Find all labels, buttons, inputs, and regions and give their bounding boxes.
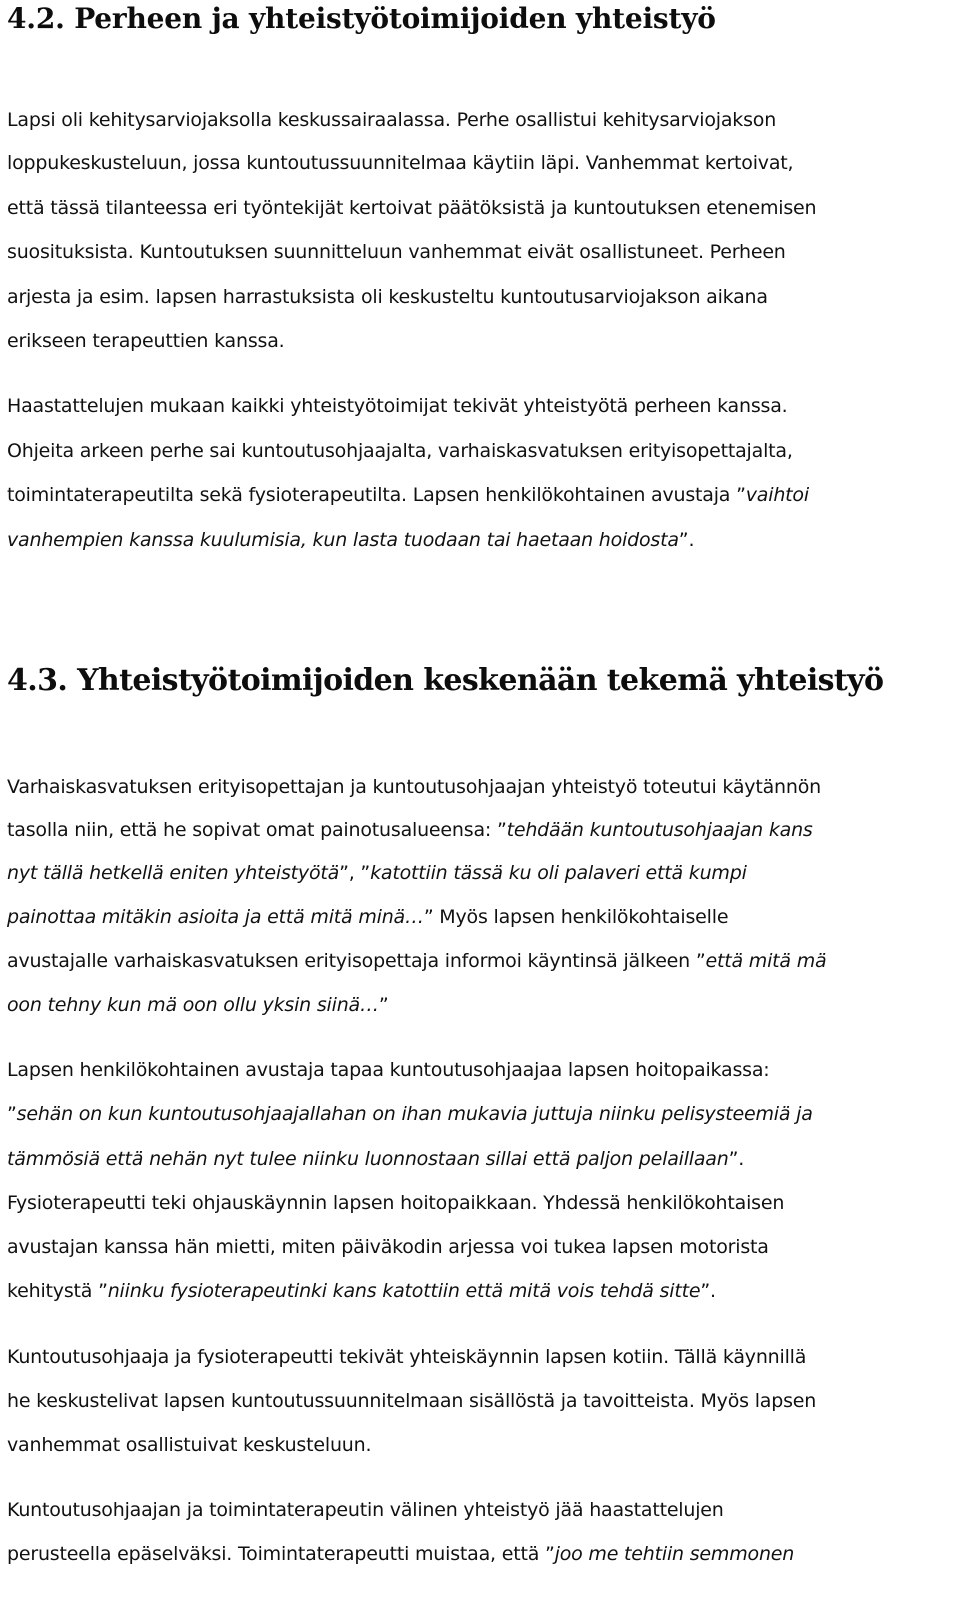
paragraph-line: vanhemmat osallistuivat keskusteluun. [7, 1434, 372, 1456]
quote-mark: ” [339, 862, 349, 884]
quote-mark: ” [695, 950, 706, 972]
quote-mark: ” [423, 906, 434, 928]
text-run: . [688, 529, 695, 551]
text-run: toimintaterapeutilta sekä fysioterapeutilta. Lapsen henkilökohtainen avustaja [7, 484, 737, 506]
paragraph-line: he keskustelivat lapsen kuntoutussuunnitelmaan sisällöstä ja tavoitteista. Myös lapsen [7, 1390, 817, 1412]
paragraph-line [7, 948, 826, 974]
paragraph-line: Kuntoutusohjaajan ja toimintaterapeutin välinen yhteistyö jää haastattelujen [7, 1499, 724, 1521]
text-run: . [738, 1148, 745, 1170]
quote-mark: ” [545, 1543, 555, 1565]
interview-quote: painottaa mitäkin asioita ja että mitä minä… [7, 906, 424, 928]
paragraph-line: loppukeskusteluun, jossa kuntoutussuunnitelmaa käytiin läpi. Vanhemmat kertoivat, [7, 152, 794, 174]
paragraph-line: erikseen terapeuttien kanssa. [7, 330, 285, 352]
quote-mark: ” [7, 1103, 17, 1125]
paragraph-line: että tässä tilanteessa eri työntekijät kertoivat päätöksistä ja kuntoutuksen etenemisen [7, 197, 817, 219]
paragraph-line [7, 1541, 794, 1567]
paragraph-line: Haastattelujen mukaan kaikki yhteistyötoimijat tekivät yhteistyötä perheen kanssa. [7, 395, 788, 417]
paragraph-line [7, 860, 747, 886]
interview-quote: että mitä mä [705, 950, 827, 972]
quote-mark: ” [678, 529, 689, 551]
paragraph-line: Ohjeita arkeen perhe sai kuntoutusohjaajalta, varhaiskasvatuksen erityisopettajalta, [7, 440, 793, 462]
interview-quote: vaihtoi [745, 484, 809, 506]
paragraph-line: Lapsi oli kehitysarviojaksolla keskussairaalassa. Perhe osallistui kehitysarviojakson [7, 109, 777, 131]
text-run: perusteella epäselväksi. Toimintaterapeutti muistaa, että [7, 1543, 545, 1565]
quote-mark: ” [98, 1280, 108, 1302]
paragraph-line: Lapsen henkilökohtainen avustaja tapaa kuntoutusohjaajaa lapsen hoitopaikassa: [7, 1059, 770, 1081]
quote-mark: ” [700, 1280, 710, 1302]
paragraph-line [7, 1146, 744, 1172]
paragraph-line: arjesta ja esim. lapsen harrastuksista oli keskusteltu kuntoutusarviojakson aikana [7, 286, 768, 308]
interview-quote: nyt tällä hetkellä eniten yhteistyötä [7, 862, 340, 884]
interview-quote: tehdään kuntoutusohjaajan kans [506, 819, 813, 841]
paragraph-line [7, 904, 728, 930]
text-run: kehitystä [7, 1280, 99, 1302]
text-run: . [709, 1280, 716, 1302]
interview-quote: tämmösiä että nehän nyt tulee niinku luonnostaan sillai että paljon pelaillaan [7, 1148, 729, 1170]
quote-mark: ” [736, 484, 746, 506]
paragraph-line [7, 992, 388, 1018]
text-run: , [348, 862, 361, 884]
paragraph-line: avustajan kanssa hän mietti, miten päiväkodin arjessa voi tukea lapsen motorista [7, 1236, 769, 1258]
interview-quote: sehän on kun kuntoutusohjaajallahan on ihan mukavia juttuja niinku pelisysteemiä ja [16, 1103, 813, 1125]
section-heading-4-3: 4.3. Yhteistyötoimijoiden keskenään tekemä yhteistyö [7, 663, 884, 698]
section-heading-4-2: 4.2. Perheen ja yhteistyötoimijoiden yhteistyö [7, 2, 716, 35]
quote-mark: ” [728, 1148, 739, 1170]
paragraph-line [7, 1101, 813, 1127]
text-run: avustajalle varhaiskasvatuksen erityisopettaja informoi käyntinsä jälkeen [7, 950, 696, 972]
quote-mark: ” [496, 819, 507, 841]
quote-mark: ” [360, 862, 371, 884]
paragraph-line: Kuntoutusohjaaja ja fysioterapeutti tekivät yhteiskäynnin lapsen kotiin. Tällä käynnillä [7, 1346, 807, 1368]
interview-quote: katottiin tässä ku oli palaveri että kumpi [370, 862, 747, 884]
interview-quote: vanhempien kanssa kuulumisia, kun lasta tuodaan tai haetaan hoidosta [7, 529, 679, 551]
paragraph-line [7, 817, 813, 843]
interview-quote: oon tehny kun mä oon ollu yksin siinä… [7, 994, 379, 1016]
paragraph-line [7, 527, 694, 553]
interview-quote: niinku fysioterapeutinki kans katottiin että mitä vois tehdä sitte [107, 1280, 701, 1302]
interview-quote: joo me tehtiin semmonen [554, 1543, 795, 1565]
paragraph-line: Fysioterapeutti teki ohjauskäynnin lapsen hoitopaikkaan. Yhdessä henkilökohtaisen [7, 1192, 785, 1214]
paragraph-line [7, 1278, 716, 1304]
text-run: Myös lapsen henkilökohtaiselle [433, 906, 729, 928]
text-run: tasolla niin, että he sopivat omat painotusalueensa: [7, 819, 497, 841]
paragraph-line: suosituksista. Kuntoutuksen suunnitteluun vanhemmat eivät osallistuneet. Perheen [7, 241, 786, 263]
paragraph-line [7, 482, 809, 508]
quote-mark: ” [378, 994, 389, 1016]
paragraph-line: Varhaiskasvatuksen erityisopettajan ja kuntoutusohjaajan yhteistyö toteutui käytännön [7, 776, 821, 798]
